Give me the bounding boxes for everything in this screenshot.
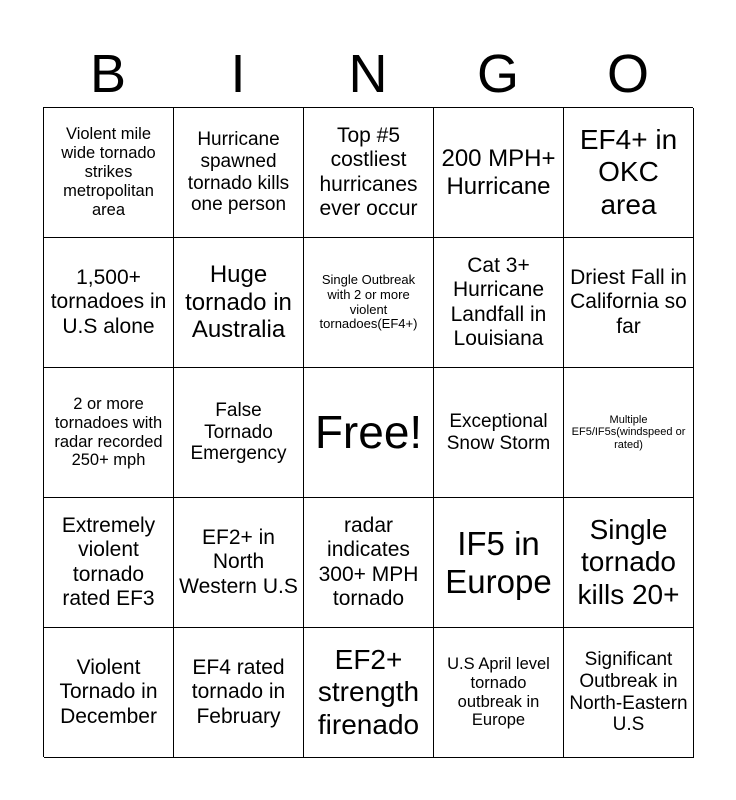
bingo-cell[interactable] — [304, 628, 434, 758]
header-letter-b: B — [89, 44, 127, 104]
cell-text: EF4 rated tornado in February — [191, 656, 286, 728]
bingo-cell[interactable] — [564, 628, 694, 758]
bingo-cell[interactable] — [174, 238, 304, 368]
bingo-cell[interactable] — [434, 368, 564, 498]
bingo-cell[interactable] — [564, 108, 694, 238]
cell-text: Multiple EF5/IF5s(windspeed or rated) — [571, 413, 686, 451]
cell-text: Free! — [314, 406, 423, 459]
bingo-cell[interactable] — [44, 498, 174, 628]
cell-text: U.S April level tornado outbreak in Europe — [447, 654, 550, 730]
bingo-cell-free[interactable] — [304, 368, 434, 498]
bingo-cell[interactable] — [434, 628, 564, 758]
cell-text: Exceptional Snow Storm — [446, 410, 551, 454]
header-letter-n: N — [348, 44, 388, 104]
cell-text: EF2+ in North Western U.S — [179, 526, 298, 598]
cell-text: Violent mile wide tornado strikes metropolitan area — [61, 125, 156, 219]
bingo-header — [43, 40, 693, 108]
bingo-cell[interactable] — [434, 238, 564, 368]
cell-text: 2 or more tornadoes with radar recorded 250+ mph — [54, 394, 163, 470]
cell-text: Violent Tornado in December — [59, 656, 158, 728]
bingo-cell[interactable] — [564, 498, 694, 628]
bingo-cell[interactable] — [174, 498, 304, 628]
bingo-cell[interactable] — [174, 368, 304, 498]
cell-text: Extremely violent tornado rated EF3 — [61, 514, 156, 610]
cell-text: Top #5 costliest hurricanes ever occur — [319, 124, 418, 220]
bingo-cell[interactable] — [44, 368, 174, 498]
bingo-cell[interactable] — [564, 238, 694, 368]
cell-text: 1,500+ tornadoes in U.S alone — [50, 266, 167, 338]
header-letter-i: I — [230, 44, 246, 104]
bingo-cell[interactable] — [44, 238, 174, 368]
cell-text: Significant Outbreak in North-Eastern U.S — [569, 648, 688, 736]
bingo-cell[interactable] — [304, 238, 434, 368]
cell-text: 200 MPH+ Hurricane — [441, 144, 556, 200]
header-letter-o: O — [606, 44, 649, 104]
cell-text: Huge tornado in Australia — [185, 261, 292, 344]
bingo-cell[interactable] — [304, 498, 434, 628]
cell-text: IF5 in Europe — [445, 524, 552, 600]
bingo-cell[interactable] — [434, 108, 564, 238]
cell-text: Single Outbreak with 2 or more violent tornadoes(EF4+) — [319, 271, 418, 332]
bingo-cell[interactable] — [564, 368, 694, 498]
cell-text: False Tornado Emergency — [190, 399, 287, 465]
cell-text: EF4+ in OKC area — [579, 124, 678, 220]
bingo-cell[interactable] — [174, 108, 304, 238]
bingo-cell[interactable] — [44, 108, 174, 238]
bingo-board — [43, 107, 693, 757]
bingo-cell[interactable] — [434, 498, 564, 628]
cell-text: Hurricane spawned tornado kills one person — [187, 128, 290, 216]
header-letter-g: G — [476, 44, 519, 104]
bingo-cell[interactable] — [44, 628, 174, 758]
cell-text: Driest Fall in California so far — [570, 266, 687, 338]
bingo-cell[interactable] — [174, 628, 304, 758]
cell-text: Cat 3+ Hurricane Landfall in Louisiana — [450, 254, 547, 350]
bingo-cell[interactable] — [304, 108, 434, 238]
cell-text: radar indicates 300+ MPH tornado — [318, 514, 419, 610]
cell-text: Single tornado kills 20+ — [577, 514, 680, 610]
cell-text: EF2+ strength firenado — [317, 644, 420, 740]
